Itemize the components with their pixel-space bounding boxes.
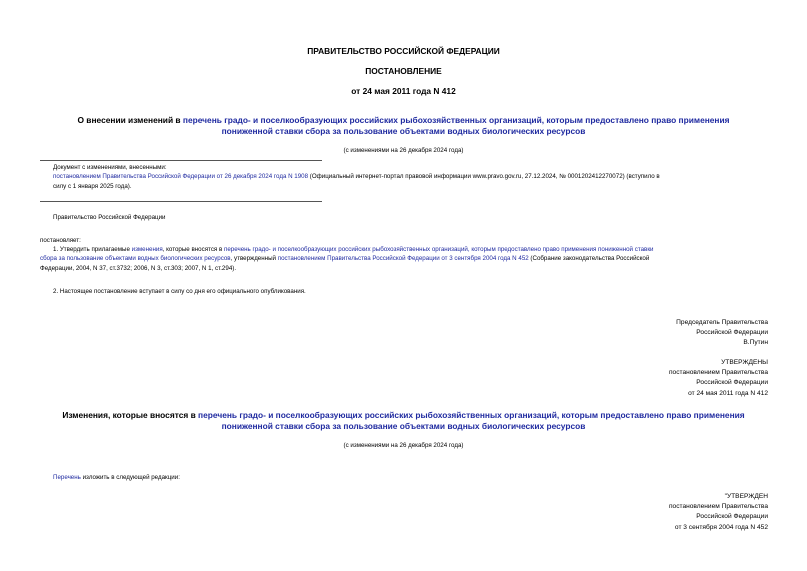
signature-line2: Российской Федерации (696, 329, 768, 337)
item1-b: , которые вносятся в (162, 246, 224, 253)
approval-block-2 (468, 492, 768, 533)
resolves: постановляет: (40, 237, 81, 244)
approval-block (468, 358, 768, 399)
item1-e: Федерации, 2004, N 37, ст.3732; 2006, N 3, ст.303; 2007, N 1, ст.294). (40, 264, 237, 272)
list-text: изложить в следующей редакции: (80, 474, 180, 481)
item1-a: 1. Утвердить прилагаемые (53, 246, 132, 253)
item-1 (40, 245, 768, 273)
list-statement (53, 473, 180, 482)
changes-title-link-line1[interactable]: перечень градо- и поселкообразующих российских рыбохозяйственных организаций, которым предоставлено право применения (198, 410, 745, 420)
approved2-line4: от 3 сентября 2004 года N 452 (674, 523, 768, 531)
divider-bottom (40, 201, 322, 202)
changes-rest2: силу с 1 января 2025 года). (53, 182, 132, 190)
changes-rest1: (Официальный интернет-портал правовой информации www.pravo.gov.ru, 27.12.2024, № 0001202412270072) (вступило в (308, 173, 660, 181)
changes-title (0, 410, 807, 432)
changes-title-prefix: Изменения, которые вносятся в (62, 410, 199, 420)
item1-link-decree[interactable]: постановлением Правительства Российской Федерации от 3 сентября 2004 года N 452 (277, 255, 529, 263)
approved-line4: от 24 мая 2011 года N 412 (688, 389, 768, 397)
signature-line3: В.Путин (743, 339, 768, 347)
revision-note: (с изменениями на 26 декабря 2024 года) (343, 147, 464, 154)
title-link-line1[interactable]: перечень градо- и поселкообразующих российских рыбохозяйственных организаций, которым предоставлено право применения (182, 115, 730, 125)
item1-c: , утвержденный (230, 255, 278, 263)
approved-line1: УТВЕРЖДЕНЫ (721, 359, 768, 366)
signature-block (468, 318, 768, 349)
approved2-line2: постановлением Правительства (668, 503, 768, 511)
government-heading: ПРАВИТЕЛЬСТВО РОССИЙСКОЙ ФЕДЕРАЦИИ (307, 46, 500, 56)
changes-link[interactable]: постановлением Правительства Российской Федерации от 26 декабря 2024 года N 1908 (53, 173, 309, 181)
title-prefix: О внесении изменений в (77, 115, 183, 125)
document-date: от 24 мая 2011 года N 412 (351, 86, 456, 96)
approved-line2: постановлением Правительства (668, 369, 768, 377)
approved2-line1: "УТВЕРЖДЕН (724, 493, 768, 500)
approved-line3: Российской Федерации (696, 379, 768, 387)
changes-title-link-line2[interactable]: пониженной ставки сбора за пользование объектами водных биологических ресурсов (221, 420, 586, 431)
document-type: ПОСТАНОВЛЕНИЕ (365, 66, 442, 76)
item-2: 2. Настоящее постановление вступает в силу со дня его официального опубликования. (53, 288, 306, 295)
changes-intro: Документ с изменениями, внесенными: (53, 164, 167, 171)
signature-line1: Председатель Правительства (676, 319, 768, 326)
item1-link-list-1[interactable]: перечень градо- и поселкообразующих российских рыбохозяйственных организаций, которым предоставлено право применения пониженной ставки (224, 246, 654, 253)
title-link-line2[interactable]: пониженной ставки сбора за пользование объектами водных биологических ресурсов (221, 125, 586, 136)
item1-link-changes[interactable]: изменения (131, 246, 163, 253)
divider-top (40, 160, 322, 161)
approved2-line3: Российской Федерации (696, 513, 768, 521)
item1-d: (Собрание законодательства Российской (528, 255, 650, 263)
item1-link-list-2[interactable]: сбора за пользование объектами водных биологических ресурсов (40, 255, 231, 263)
revision-note-2: (с изменениями на 26 декабря 2024 года) (343, 442, 464, 449)
document-title (0, 115, 807, 137)
changes-box (53, 163, 771, 191)
list-link[interactable]: Перечень (53, 474, 81, 481)
issuer: Правительство Российской Федерации (53, 214, 166, 221)
